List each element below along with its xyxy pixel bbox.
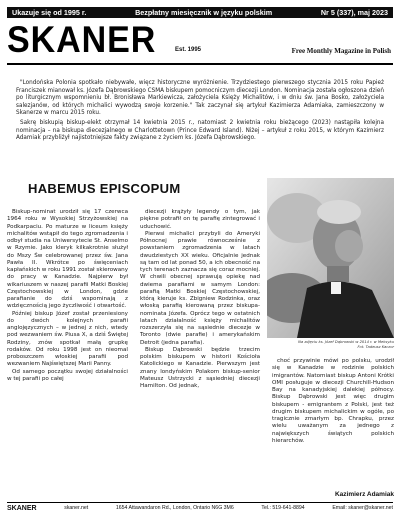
issue-number: Nr 5 (337), maj 2023 <box>320 8 388 17</box>
page-footer <box>7 503 393 514</box>
article-paragraph: Biskup Dąbrowski będzie trzecim polskim biskupem w historii Kościoła Katolickiego w Kanadzie. Pierwszym jest znany londyńskim Polakom biskup-senior Mateusz Ustrzycki z sąsiedniej diecezji Hamilton. Od jednak, <box>140 346 260 389</box>
article-paragraph: Pierwsi michalici przybyli do Ameryki Północnej prawie równocześnie z powstaniem zgromadzenia w latach dwudziestych XX wieku. Oficjalnie jednak są tam od lat ponad 50, a ich obecność na tych terenach zaznacza się coraz mocniej. W chwili obecnej sprawują opiekę nad dwiema parafiami w samym London: parafią Matki Boskiej Częstochowskiej, którą kieruje ks. Zbigniew Rodzinka, oraz włoską parafią kierowaną przez biskupa-nominata Józefa. Oprócz tego w ostatnich latach działalność księży michalitów rozszerzyła się na sąsiednie diecezje w Toronto (dwie parafie) i amerykańskim Detroit (jedna parafia). <box>140 230 260 346</box>
portrait-illustration <box>267 178 394 338</box>
masthead <box>7 19 393 60</box>
established-label: Est. 1995 <box>175 47 202 53</box>
photo-credit: Fot. Tadeusz Kaczor <box>357 345 394 349</box>
article-paragraph: diecezji krążyły legendy o tym, jak piękne potrafił on tę parafię zintegrować i uduchowić. <box>140 209 260 230</box>
caption-text: Na zdjęciu ks. Józef Dąbrowski w 2014 r. w Meksyku <box>298 340 394 344</box>
footer-phone: Tel.: 519-641-8894 <box>261 505 305 511</box>
masthead-divider <box>7 63 393 65</box>
footer-website: skaner.net <box>64 505 89 511</box>
magazine-logo: SKANER <box>7 19 157 60</box>
footer-address: 1654 Attawandaron Rd., London, Ontario N6G 3M6 <box>115 505 234 511</box>
top-info-bar <box>7 7 393 18</box>
article-column-3 <box>272 358 394 445</box>
intro-paragraph: "Londońska Polonia spotkało niebywałe, więcz historyczne wyróżnienie. Trzydziestego pierwszego stycznia 2015 roku Papież Franciszek mianował ks. Józefa Dąbrowskiego CSMA biskupem pomocniczym diecezji London. Nominacja została ogłoszona dzień po liturgicznym wspomnieniu bł. Bronisława Markiewicza, założyciela Księży Michalitów, i w dniu św. Jana Bosko, założyciela salezjanów, od których michalici wywodzą swoje korzenie." Tak zaczynał się artykuł Kazimierza Adamiaka, zamieszczony w Skanerze w marcu 2015 roku. <box>16 80 384 117</box>
article-paragraph: choć przywinie mówi po polsku, urodził się w Kanadzie w rodzinie polskich imigrantów. Natomiast biskup Antoni Krótki OMI posługuje w diecezji Churchill-Hudson Bay na kanadyjskiej dalekiej północy. Biskup Dąbrowski jest więc drugim biskupem - emigrantem z Polski, jest też drugim biskupem michalickim w ogóle, po tragicznie zmarłym bp. Chrapku, przez wielu uważanym za jednego z największych świątych polskich hierarchów. <box>272 358 394 444</box>
bishop-photo <box>267 178 394 338</box>
author-signature: Kazimierz Adamiak <box>334 491 394 498</box>
footer-brand: SKANER <box>7 505 37 512</box>
article-column-1 <box>7 209 128 383</box>
intro-paragraph: Sakrę biskupią biskup-elekt otrzymał 14 kwietnia 2015 r., natomiast 2 kwietnia roku bieżącego (2023) nastąpiła kolejna nominacja – na biskupa diecezjalnego w Charlottetown (Prince Edward Island). Niżej – artykuł z roku 2015, w którym Kazimierz Adamiak przybliżył najistotniejsze fakty związane z życiem ks. Józefa Dąbrowskiego. <box>16 119 384 142</box>
article-paragraph: Biskup-nominat urodził się 17 czerwca 1964 roku w Wysokiej Strzyżowskiej na Podkarpaciu. Po maturze w liceum księży michalitów wstąpił do tego zgromadzenia i odbył studia na Uniwersytecie St. Anselmo w Rzymie. Jako kleryk kilkakrotnie służył do Mszy Św celebrowanej przez św. Jana Pawła II. Wkrótce po święceniach kapłańskich w roku 1991 został skierowany do pracy w Kanadzie. Najpierw był wikariuszem w naszej parafii Matki Boskiej Częstochowskiej w London, gdzie parafianie do dziś wspominają z wdzięcznością jego życzliwość i otwartość. <box>7 209 129 310</box>
tagline: Free Monthly Magazine in Polish <box>291 47 391 55</box>
article-paragraph: Od samego początku swojej działalności w tej parafii po całej <box>7 368 128 382</box>
intro-section <box>16 80 384 145</box>
footer-email: Email: skaner@skaner.net <box>332 505 393 511</box>
founded-label: Ukazuje się od 1995 r. <box>12 8 87 17</box>
article-column-2 <box>140 209 260 390</box>
photo-caption <box>267 340 394 350</box>
publication-description: Bezpłatny miesięcznik w języku polskim <box>135 8 273 17</box>
article-headline: HABEMUS EPISCOPUM <box>28 181 181 196</box>
article-paragraph: Później biskup Józef został przeniesiony do dwóch kolejnych parafii anglojęzycznych – w jednej z nich, wtedy pod wezwaniem św. Piusa X, a dziś Świętej Rodziny, znów spotkał małą grupkę rodaków. Od roku 1998 jest on nieomal proboszczem włoskiej parafii pod wezwaniem Najświętszej Marii Panny. <box>7 310 128 368</box>
